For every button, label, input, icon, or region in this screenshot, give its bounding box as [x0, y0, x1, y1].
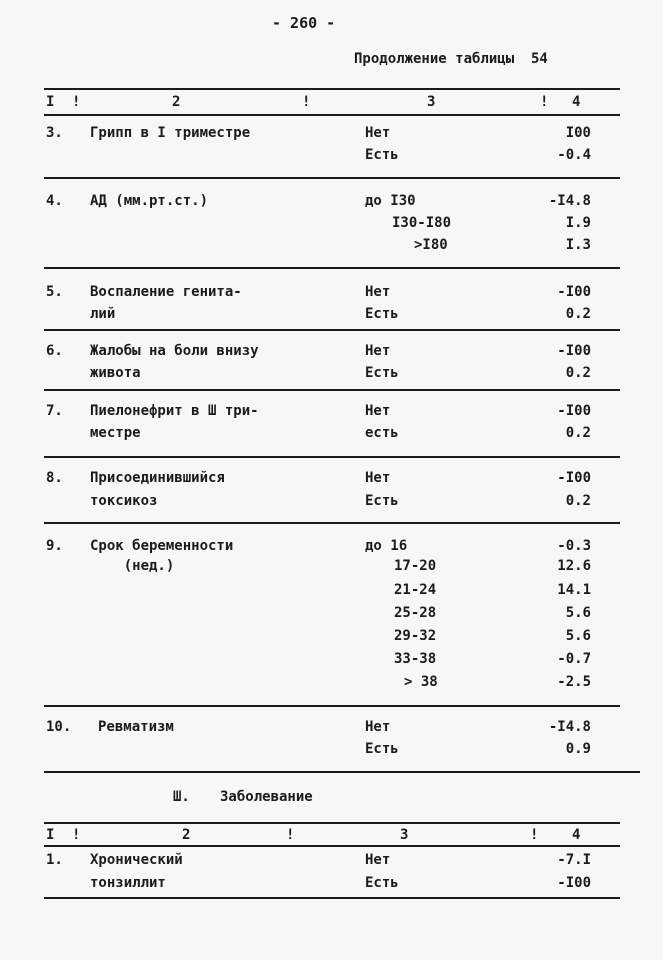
score: I.9 — [565, 215, 591, 231]
header-col-2: 2 — [172, 94, 181, 110]
section-numeral: Ш. — [173, 789, 190, 805]
factor-value: I30-I80 — [392, 215, 452, 231]
score: 0.9 — [565, 741, 591, 757]
header-separator: ! — [286, 827, 295, 843]
factor-name: тонзиллит — [90, 875, 166, 891]
row-number: 4. — [46, 193, 63, 209]
row-number: 6. — [46, 343, 63, 359]
table-continuation-label: Продолжение таблицы 54 — [354, 51, 548, 67]
factor-name: Срок беременности — [90, 538, 234, 554]
row-number: 9. — [46, 538, 63, 554]
factor-value: 29-32 — [394, 628, 437, 644]
factor-value: 33-38 — [394, 651, 437, 667]
score: -I00 — [557, 343, 591, 359]
score: -0.7 — [557, 651, 591, 667]
factor-name: (нед.) — [90, 558, 175, 574]
header-top-rule — [44, 822, 620, 824]
row-divider — [44, 522, 620, 524]
row-divider — [44, 705, 620, 707]
factor-name: Грипп в I триместре — [90, 125, 251, 141]
header-separator: ! — [72, 94, 81, 110]
row-divider — [44, 389, 620, 391]
factor-value: до 16 — [365, 538, 408, 554]
header-separator: ! — [72, 827, 81, 843]
row-divider — [44, 177, 620, 179]
factor-value: >I80 — [414, 237, 448, 253]
table-end-rule — [44, 771, 640, 773]
row-divider — [44, 267, 620, 269]
score: -I4.8 — [548, 719, 591, 735]
factor-value: Нет — [365, 719, 391, 735]
factor-value: Нет — [365, 403, 391, 419]
header-top-rule — [44, 88, 620, 90]
factor-value: Нет — [365, 125, 391, 141]
header-col-3: 3 — [400, 827, 409, 843]
factor-value: Есть — [365, 365, 399, 381]
score: -I00 — [557, 403, 591, 419]
section-title: Заболевание — [220, 789, 313, 805]
score: -I4.8 — [548, 193, 591, 209]
header-col-4: 4 — [572, 827, 581, 843]
header-col-1: I — [46, 827, 55, 843]
score: -I00 — [557, 284, 591, 300]
factor-value: 25-28 — [394, 605, 437, 621]
score: -2.5 — [557, 674, 591, 690]
header-separator: ! — [530, 827, 539, 843]
score: -0.4 — [557, 147, 591, 163]
score: 0.2 — [565, 425, 591, 441]
factor-value: Нет — [365, 470, 391, 486]
factor-value: Есть — [365, 875, 399, 891]
row-number: 8. — [46, 470, 63, 486]
table-end-rule — [44, 897, 620, 899]
factor-name: Жалобы на боли внизу — [90, 343, 259, 359]
factor-value: есть — [365, 425, 399, 441]
factor-name: токсикоз — [90, 493, 158, 509]
row-divider — [44, 329, 620, 331]
factor-name: Ревматизм — [98, 719, 174, 735]
score: 12.6 — [557, 558, 591, 574]
score: -I00 — [557, 470, 591, 486]
score: 5.6 — [565, 605, 591, 621]
row-number: 5. — [46, 284, 63, 300]
factor-value: > 38 — [404, 674, 438, 690]
row-number: 3. — [46, 125, 63, 141]
factor-value: Есть — [365, 493, 399, 509]
score: 5.6 — [565, 628, 591, 644]
factor-name: Хронический — [90, 852, 183, 868]
factor-value: Есть — [365, 147, 399, 163]
header-col-1: I — [46, 94, 55, 110]
factor-value: 17-20 — [394, 558, 437, 574]
row-number: 7. — [46, 403, 63, 419]
factor-name: лий — [90, 306, 116, 322]
factor-value: до I30 — [365, 193, 416, 209]
score: 0.2 — [565, 365, 591, 381]
header-bottom-rule — [44, 845, 620, 847]
score: I.3 — [565, 237, 591, 253]
header-separator: ! — [540, 94, 549, 110]
factor-name: местре — [90, 425, 141, 441]
factor-name: Пиелонефрит в Ш три- — [90, 403, 259, 419]
header-col-2: 2 — [182, 827, 191, 843]
score: 0.2 — [565, 493, 591, 509]
factor-value: Есть — [365, 741, 399, 757]
score: -7.I — [557, 852, 591, 868]
factor-value: 21-24 — [394, 582, 437, 598]
score: -I00 — [557, 875, 591, 891]
header-separator: ! — [302, 94, 311, 110]
row-number: 1. — [46, 852, 63, 868]
score: I00 — [565, 125, 591, 141]
factor-value: Нет — [365, 852, 391, 868]
row-divider — [44, 456, 620, 458]
page-number: - 260 - — [272, 14, 336, 32]
row-number: 10. — [46, 719, 72, 735]
score: 14.1 — [557, 582, 591, 598]
header-col-3: 3 — [427, 94, 436, 110]
factor-value: Нет — [365, 343, 391, 359]
header-bottom-rule — [44, 114, 620, 116]
header-col-4: 4 — [572, 94, 581, 110]
score: 0.2 — [565, 306, 591, 322]
factor-name: АД (мм.рт.ст.) — [90, 193, 209, 209]
factor-value: Есть — [365, 306, 399, 322]
score: -0.3 — [557, 538, 591, 554]
factor-name: живота — [90, 365, 141, 381]
factor-name: Присоединившийся — [90, 470, 225, 486]
factor-name: Воспаление генита- — [90, 284, 242, 300]
factor-value: Нет — [365, 284, 391, 300]
